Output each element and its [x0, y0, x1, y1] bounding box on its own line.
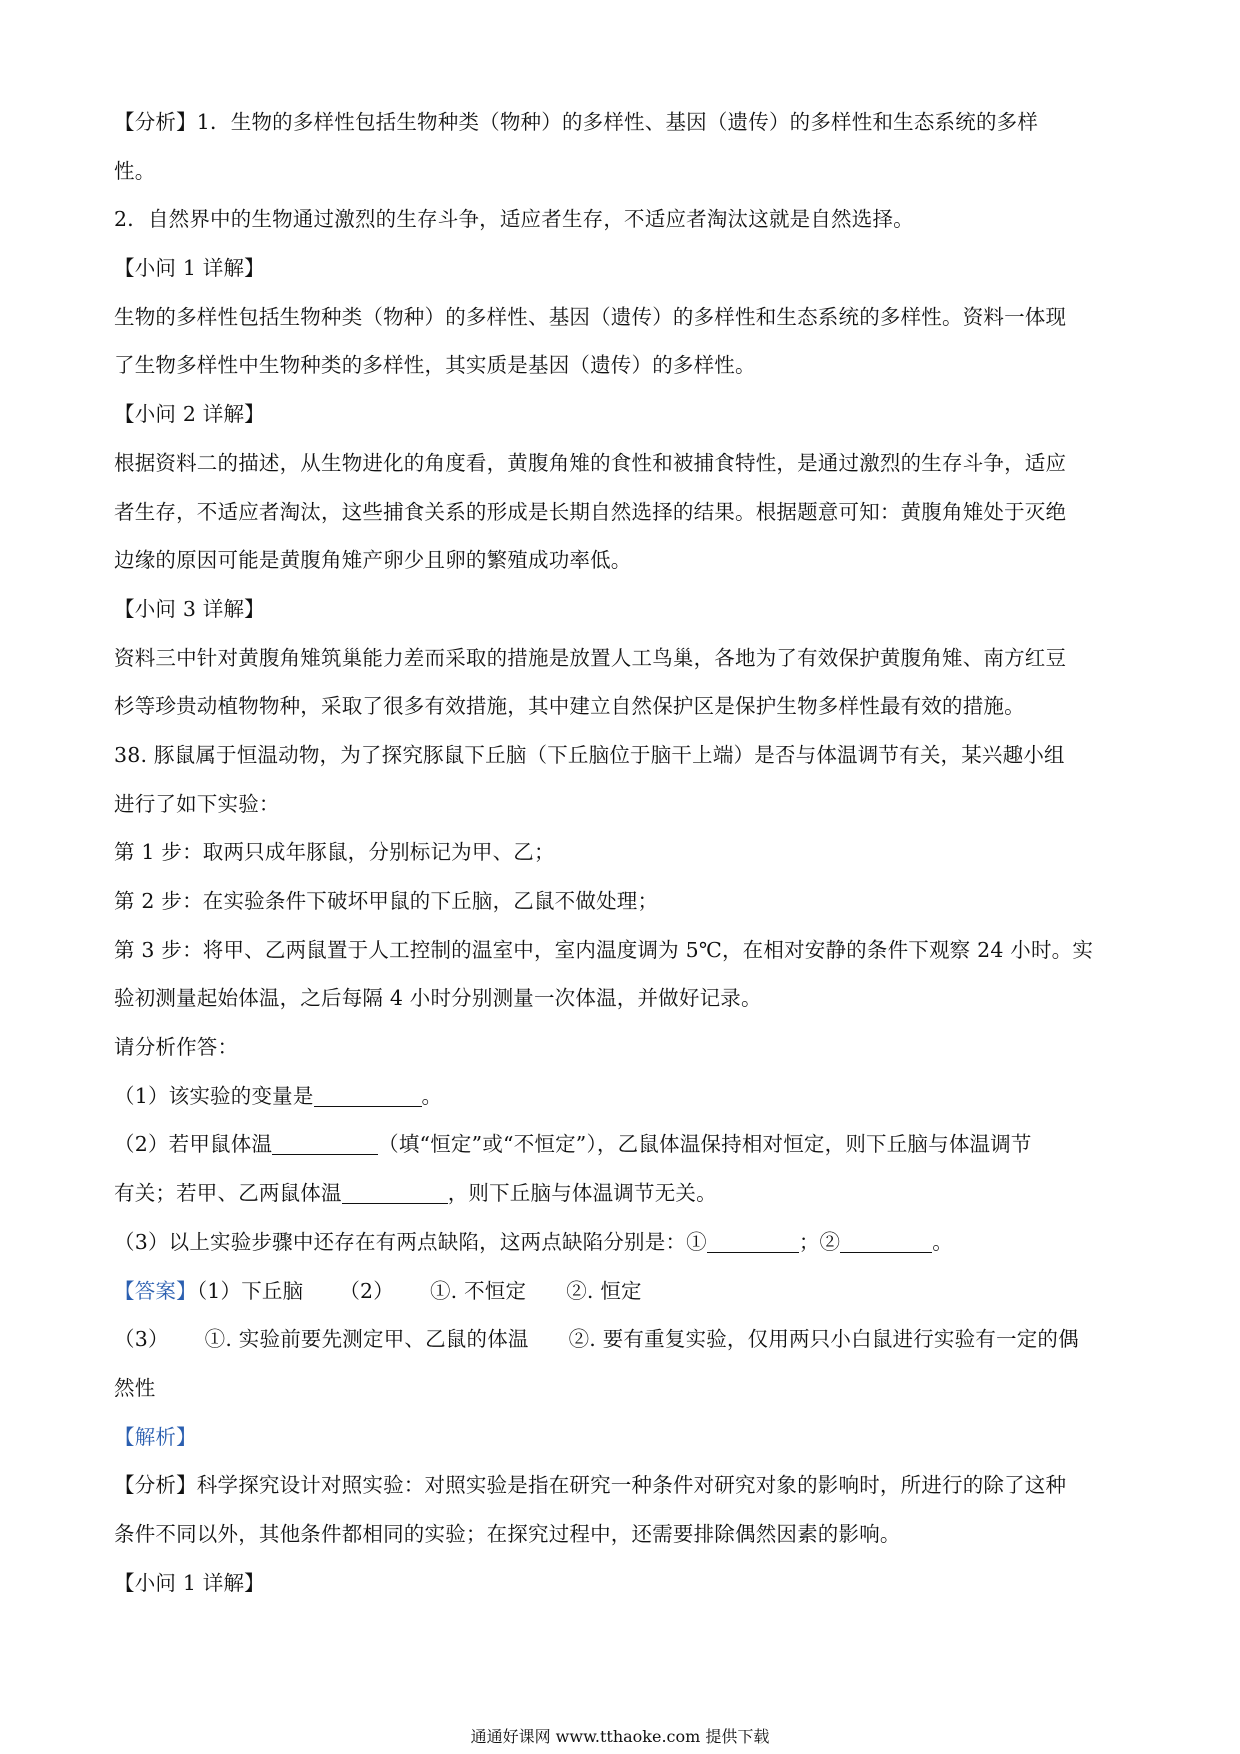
analysis-line-1: 【分析】1．生物的多样性包括生物种类（物种）的多样性、基因（遗传）的多样性和生态系统的多样 — [114, 110, 1039, 134]
question-1 — [114, 1072, 1134, 1121]
subquestion-3-heading: 【小问 3 详解】 — [114, 596, 265, 621]
subquestion-3-text-2: 杉等珍贵动植物物种，采取了很多有效措施，其中建立自然保护区是保护生物多样性最有效的措施。 — [114, 694, 1025, 719]
question-2-text-3: 有关；若甲、乙两鼠体温 — [114, 1181, 342, 1206]
subquestion-3-text-1: 资料三中针对黄腹角雉筑巢能力差而采取的措施是放置人工鸟巢，各地为了有效保护黄腹角雉、南方红豆 — [114, 645, 1067, 670]
answer-blank-1 — [314, 1086, 422, 1107]
analysis-line-2: 性。 — [114, 158, 156, 183]
answer-1: （1）下丘脑 — [196, 1278, 304, 1303]
subquestion-2-heading: 【小问 2 详解】 — [114, 402, 265, 427]
question-2-text-2: （填“恒定”或“不恒定”），乙鼠体温保持相对恒定，则下丘脑与体温调节 — [378, 1132, 1032, 1157]
subquestion-1-heading-2: 【小问 1 详解】 — [114, 1570, 265, 1595]
question-2-text-4: ，则下丘脑与体温调节无关。 — [447, 1181, 717, 1206]
page-footer: 通通好课网 www.tthaoke.com 提供下载 — [470, 1727, 770, 1746]
analysis-2-line-1: 【分析】科学探究设计对照实验：对照实验是指在研究一种条件对研究对象的影响时，所进行的除了这种 — [114, 1473, 1067, 1498]
question-2-line-1 — [114, 1120, 1134, 1169]
question-3-text: （3）以上实验步骤中还存在有两点缺陷，这两点缺陷分别是：① — [114, 1229, 707, 1254]
question-2-line-2 — [114, 1169, 1134, 1218]
analysis-label: 【解析】 — [114, 1424, 197, 1449]
step-3-line-2: 验初测量起始体温，之后每隔 4 小时分别测量一次体温，并做好记录。 — [114, 986, 762, 1011]
question-2-text: （2）若甲鼠体温 — [114, 1132, 273, 1157]
answer-blank-5 — [840, 1232, 932, 1253]
answer-label: 【答案】 — [114, 1278, 197, 1303]
step-3-line-1: 第 3 步：将甲、乙两鼠置于人工控制的温室中，室内温度调为 5℃，在相对安静的条件下观察 24 小时。实 — [114, 937, 1094, 962]
subquestion-1-heading: 【小问 1 详解】 — [114, 256, 265, 281]
subquestion-2-text-1: 根据资料二的描述，从生物进化的角度看，黄腹角雉的食性和被捕食特性，是通过激烈的生存斗争，适应 — [114, 450, 1067, 475]
answer-line-1 — [114, 1267, 1134, 1316]
subquestion-1-text-1: 生物的多样性包括生物种类（物种）的多样性、基因（遗传）的多样性和生态系统的多样性。资料一体现 — [114, 304, 1067, 329]
answer-3b: ②. 要有重复实验，仅用两只小白鼠进行实验有一定的偶 — [568, 1327, 1079, 1352]
question-38-stem-2: 进行了如下实验： — [114, 791, 280, 816]
analysis-2-line-2: 条件不同以外，其他条件都相同的实验；在探究过程中，还需要排除偶然因素的影响。 — [114, 1521, 901, 1546]
question-1-end: 。 — [421, 1083, 443, 1108]
instruction: 请分析作答： — [114, 1035, 239, 1060]
question-38-stem-1: 38. 豚鼠属于恒温动物，为了探究豚鼠下丘脑（下丘脑位于脑干上端）是否与体温调节有关，某兴趣小组 — [114, 742, 1065, 767]
answer-line-2 — [114, 1315, 1134, 1364]
subquestion-2-text-2: 者生存，不适应者淘汰，这些捕食关系的形成是长期自然选择的结果。根据题意可知：黄腹角雉处于灭绝 — [114, 499, 1067, 524]
question-3-end: 。 — [932, 1229, 953, 1254]
question-3-sep: ；② — [798, 1229, 841, 1254]
analysis-line-3: 2．自然界中的生物通过激烈的生存斗争，适应者生存，不适应者淘汰这就是自然选择。 — [114, 207, 914, 232]
step-2: 第 2 步：在实验条件下破坏甲鼠的下丘脑，乙鼠不做处理； — [114, 889, 659, 913]
answer-2-prefix: （2） — [339, 1278, 394, 1303]
answer-3a: ①. 实验前要先测定甲、乙鼠的体温 — [204, 1327, 529, 1352]
step-1: 第 1 步：取两只成年豚鼠，分别标记为甲、乙； — [114, 840, 555, 865]
answer-blank-2 — [272, 1134, 378, 1155]
answer-blank-4 — [707, 1232, 799, 1253]
question-1-text: （1）该实验的变量是 — [114, 1083, 314, 1108]
answer-2b: ②. 恒定 — [566, 1278, 642, 1303]
subquestion-1-text-2: 了生物多样性中生物种类的多样性，其实质是基因（遗传）的多样性。 — [114, 353, 756, 378]
answer-blank-3 — [342, 1183, 448, 1204]
document-body — [114, 98, 1134, 1607]
question-3 — [114, 1218, 1134, 1267]
answer-3-prefix: （3） — [114, 1327, 169, 1352]
answer-line-3: 然性 — [114, 1375, 156, 1400]
subquestion-2-text-3: 边缘的原因可能是黄腹角雉产卵少且卵的繁殖成功率低。 — [114, 548, 632, 573]
answer-2a: ①. 不恒定 — [429, 1278, 527, 1303]
